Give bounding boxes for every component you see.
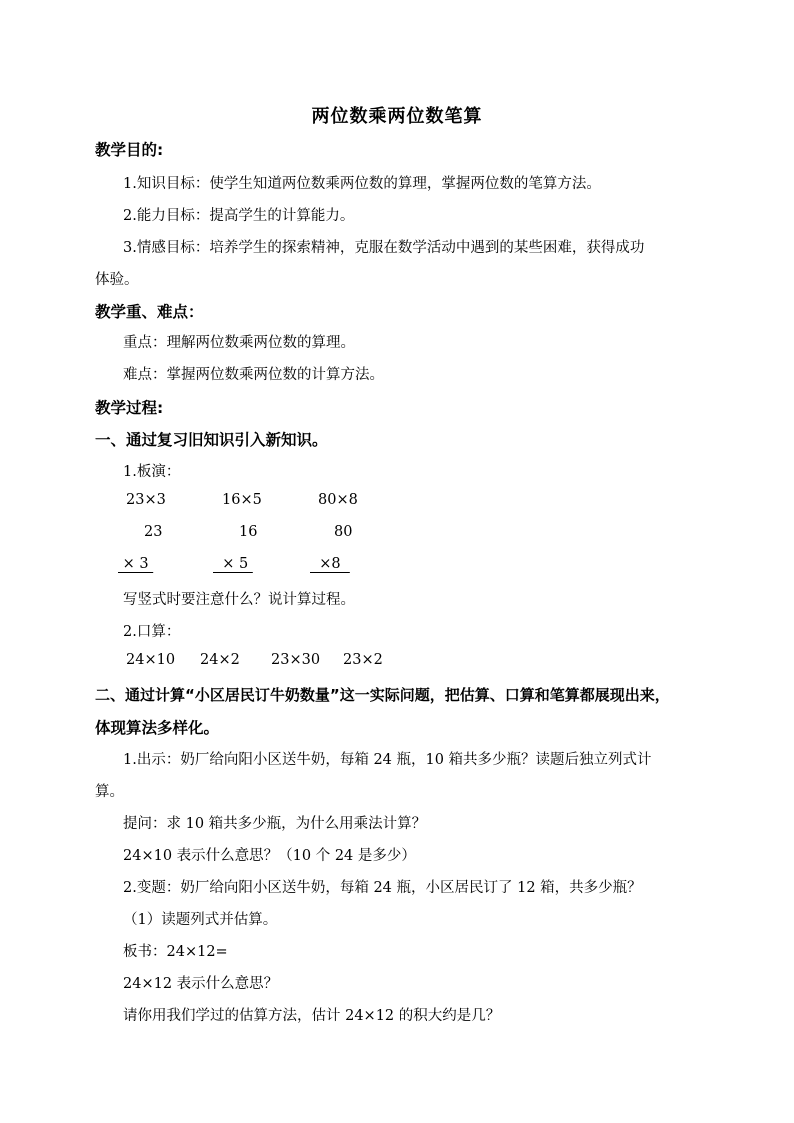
objectives-heading: 教学目的: (95, 141, 164, 159)
section2-line-5: 2.变题：奶厂给向阳小区送牛奶，每箱 24 瓶，小区居民订了 12 箱，共多少瓶？ (123, 880, 642, 896)
section2-line-6: （1）读题列式并估算。 (123, 912, 278, 928)
oral-item-3: 23×30 (271, 652, 321, 668)
section2-line-8: 24×12 表示什么意思？ (123, 976, 279, 992)
section2-line-4: 24×10 表示什么意思？（10 个 24 是多少） (123, 848, 416, 864)
vertical-bottom-3: ×8 (310, 556, 350, 572)
vertical-bottom-1: × 3 (118, 556, 154, 572)
expression-2: 16×5 (222, 492, 262, 508)
objective-item-1: 1.知识目标：使学生知道两位数乘两位数的算理，掌握两位数的笔算方法。 (123, 176, 601, 192)
section1-heading: 一、通过复习旧知识引入新知识。 (95, 431, 328, 449)
expression-3: 80×8 (318, 492, 358, 508)
board-label: 1.板演： (123, 464, 181, 480)
vertical-question: 写竖式时要注意什么？说计算过程。 (123, 592, 355, 608)
oral-item-1: 24×10 (126, 652, 176, 668)
difficulty-item: 难点：掌握两位数乘两位数的计算方法。 (123, 367, 384, 383)
expression-1: 23×3 (126, 492, 166, 508)
process-heading: 教学过程: (95, 399, 164, 417)
vertical-top-1: 23 (144, 524, 163, 540)
vertical-bottom-2: × 5 (213, 556, 253, 572)
objective-item-2: 2.能力目标：提高学生的计算能力。 (123, 208, 355, 224)
section2-heading-line2: 体现算法多样化。 (95, 719, 220, 737)
oral-item-4: 23×2 (343, 652, 383, 668)
section2-heading-line1: 二、通过计算“小区居民订牛奶数量”这一实际问题，把估算、口算和笔算都展现出来， (95, 686, 670, 704)
key-points-heading: 教学重、难点： (95, 303, 204, 321)
section2-line-7: 板书：24×12= (123, 944, 228, 960)
section2-line-3: 提问：求 10 箱共多少瓶，为什么用乘法计算？ (123, 816, 427, 832)
page-title: 两位数乘两位数笔算 (311, 106, 483, 127)
objective-item-3-continuation: 体验。 (95, 272, 139, 288)
oral-label: 2.口算： (123, 624, 181, 640)
section2-line-1: 1.出示：奶厂给向阳小区送牛奶，每箱 24 瓶，10 箱共多少瓶？读题后独立列式计 (123, 752, 652, 768)
key-point-item: 重点：理解两位数乘两位数的算理。 (123, 335, 355, 351)
objective-item-3: 3.情感目标：培养学生的探索精神，克服在数学活动中遇到的某些困难，获得成功 (123, 240, 645, 256)
section2-line-9: 请你用我们学过的估算方法，估计 24×12 的积大约是几？ (123, 1008, 501, 1024)
oral-item-2: 24×2 (200, 652, 240, 668)
vertical-top-3: 80 (334, 524, 353, 540)
vertical-top-2: 16 (239, 524, 258, 540)
section2-line-2: 算。 (95, 784, 124, 800)
